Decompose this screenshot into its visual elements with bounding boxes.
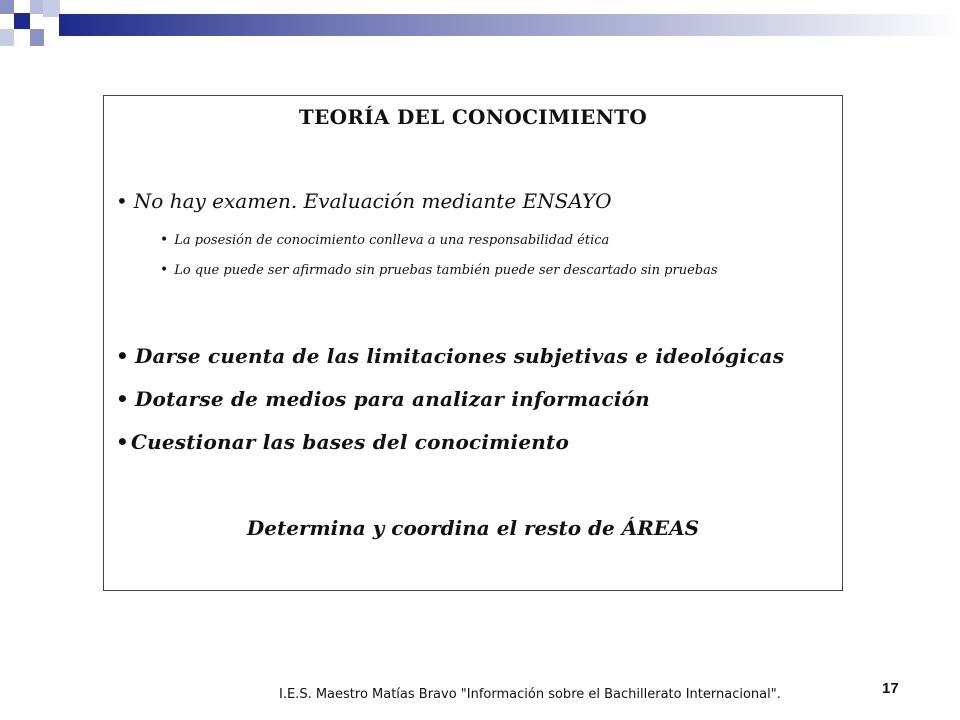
bullet-dot: • <box>160 262 169 278</box>
decorative-square <box>0 29 14 46</box>
sub-bullet-item <box>160 262 718 278</box>
footer-text: I.E.S. Maestro Matías Bravo "Información sobre el Bachillerato Internacional". <box>279 687 781 702</box>
decorative-square <box>30 29 44 46</box>
sub-bullet-item <box>160 232 609 248</box>
bullet-dot: • <box>116 430 129 454</box>
bullet-text: No hay examen. Evaluación mediante ENSAYO <box>133 189 612 213</box>
decorative-square <box>14 13 30 29</box>
conclusion-text: Determina y coordina el resto de ÁREAS <box>246 516 700 540</box>
header-gradient-bar <box>59 14 960 36</box>
decorative-square <box>0 0 14 14</box>
page-number: 17 <box>882 680 899 697</box>
bullet-item <box>116 430 569 454</box>
bullet-text: Darse cuenta de las limitaciones subjetivas e ideológicas <box>134 344 785 368</box>
bullet-text: Cuestionar las bases del conocimiento <box>130 430 569 454</box>
content-box <box>103 95 843 591</box>
bullet-item <box>116 387 650 411</box>
bullet-dot: • <box>116 189 128 213</box>
bullet-dot: • <box>116 387 129 411</box>
bullet-item <box>116 344 784 368</box>
bullet-text: La posesión de conocimiento conlleva a una responsabilidad ética <box>174 233 610 248</box>
bullet-text: Dotarse de medios para analizar información <box>134 387 650 411</box>
bullet-item <box>116 189 612 213</box>
decorative-square <box>43 0 60 17</box>
bullet-dot: • <box>116 344 129 368</box>
decorative-square <box>30 0 44 14</box>
slide-title: TEORÍA DEL CONOCIMIENTO <box>298 105 648 129</box>
bullet-text: Lo que puede ser afirmado sin pruebas también puede ser descartado sin pruebas <box>174 263 718 278</box>
bullet-dot: • <box>160 232 169 248</box>
